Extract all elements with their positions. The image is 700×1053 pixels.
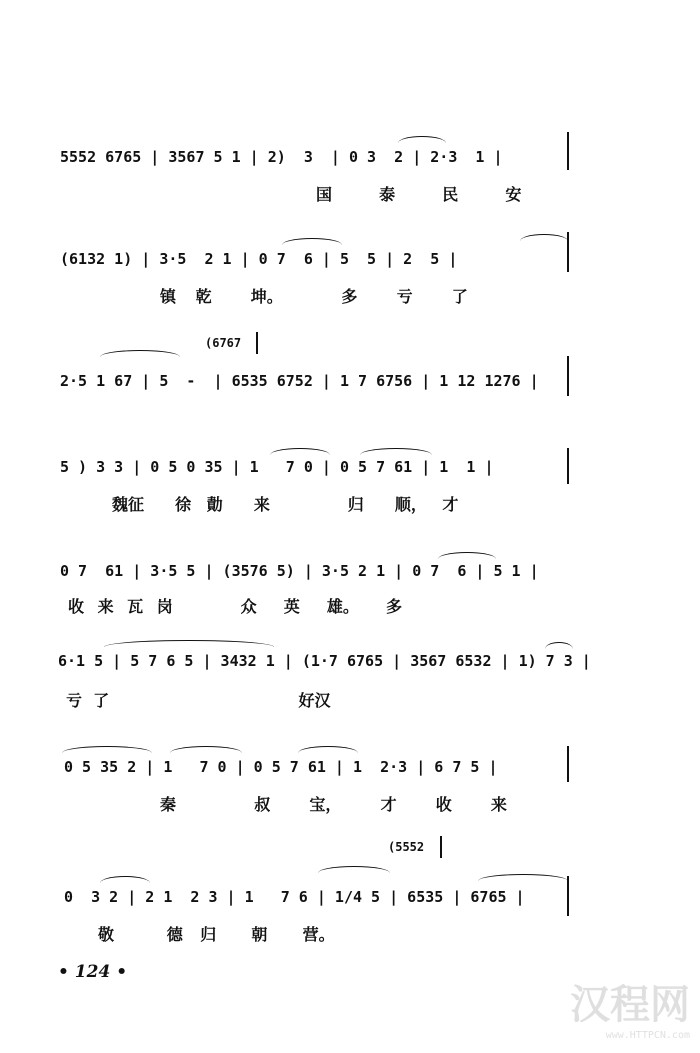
lyrics-line: 秦 叔 宝， 才 收 来 (160, 795, 507, 814)
lyrics-line: 国 泰 民 安 (316, 185, 522, 204)
barline (567, 746, 569, 782)
barline (567, 132, 569, 170)
barline (567, 876, 569, 916)
lyrics-line: 收 来 瓦 岗 众 英 雄。 多 (68, 597, 402, 616)
lyrics-line: 魏征 徐 勣 来 归 顺， 才 (112, 495, 459, 514)
barline (567, 232, 569, 272)
notation-line: 5 ) 3 3 | 0 5 0 35 | 1 7 0 | 0 5 7 61 | 1 1 | (60, 458, 494, 476)
above-annotation: (5552 (388, 840, 425, 854)
barline (440, 836, 442, 858)
watermark (570, 973, 690, 1041)
slur (282, 238, 342, 245)
notation-line: 0 7 61 | 3·5 5 | (3576 5) | 3·5 2 1 | 0 7 6 | 5 1 | (60, 562, 539, 580)
slur (298, 746, 358, 753)
lyrics-line: 镇 乾 坤。 多 亏 了 (160, 287, 468, 306)
watermark-logo-text: 汉程网 (570, 982, 690, 1028)
slur (478, 874, 568, 881)
slur (360, 448, 432, 455)
slur (318, 866, 390, 873)
slur (100, 876, 150, 883)
barline (256, 332, 258, 354)
slur (100, 350, 180, 357)
slur (545, 642, 573, 649)
slur (270, 448, 330, 455)
watermark-url: www.HTTPCN.com (605, 1030, 690, 1041)
notation-line: 6·1 5 | 5 7 6 5 | 3432 1 | (1·7 6765 | 3567 6532 | 1) 7 3 | (58, 652, 591, 670)
slur (520, 234, 568, 241)
slur (398, 136, 446, 143)
lyrics-line: 敬 德 归 朝 营。 (98, 925, 335, 944)
notation-line: 2·5 1 67 | 5 - | 6535 6752 | 1 7 6756 | 1 12 1276 | (60, 372, 539, 390)
barline (567, 448, 569, 484)
slur (104, 640, 274, 647)
barline (567, 356, 569, 396)
notation-line: 0 5 35 2 | 1 7 0 | 0 5 7 61 | 1 2·3 | 6 7 5 | (64, 758, 498, 776)
above-annotation: (6767 (205, 336, 242, 350)
notation-line: (6132 1) | 3·5 2 1 | 0 7 6 | 5 5 | 2 5 | (60, 250, 458, 268)
page-number: • 124 • (58, 962, 128, 982)
slur (170, 746, 242, 753)
slur (62, 746, 152, 753)
slur (438, 552, 496, 559)
lyrics-line: 亏 了 好汉 (66, 691, 331, 710)
notation-line: 0 3 2 | 2 1 2 3 | 1 7 6 | 1/4 5 | 6535 | 6765 | (64, 888, 525, 906)
notation-line: 5552 6765 | 3567 5 1 | 2) 3 | 0 3 2 | 2·3 1 | (60, 148, 503, 166)
